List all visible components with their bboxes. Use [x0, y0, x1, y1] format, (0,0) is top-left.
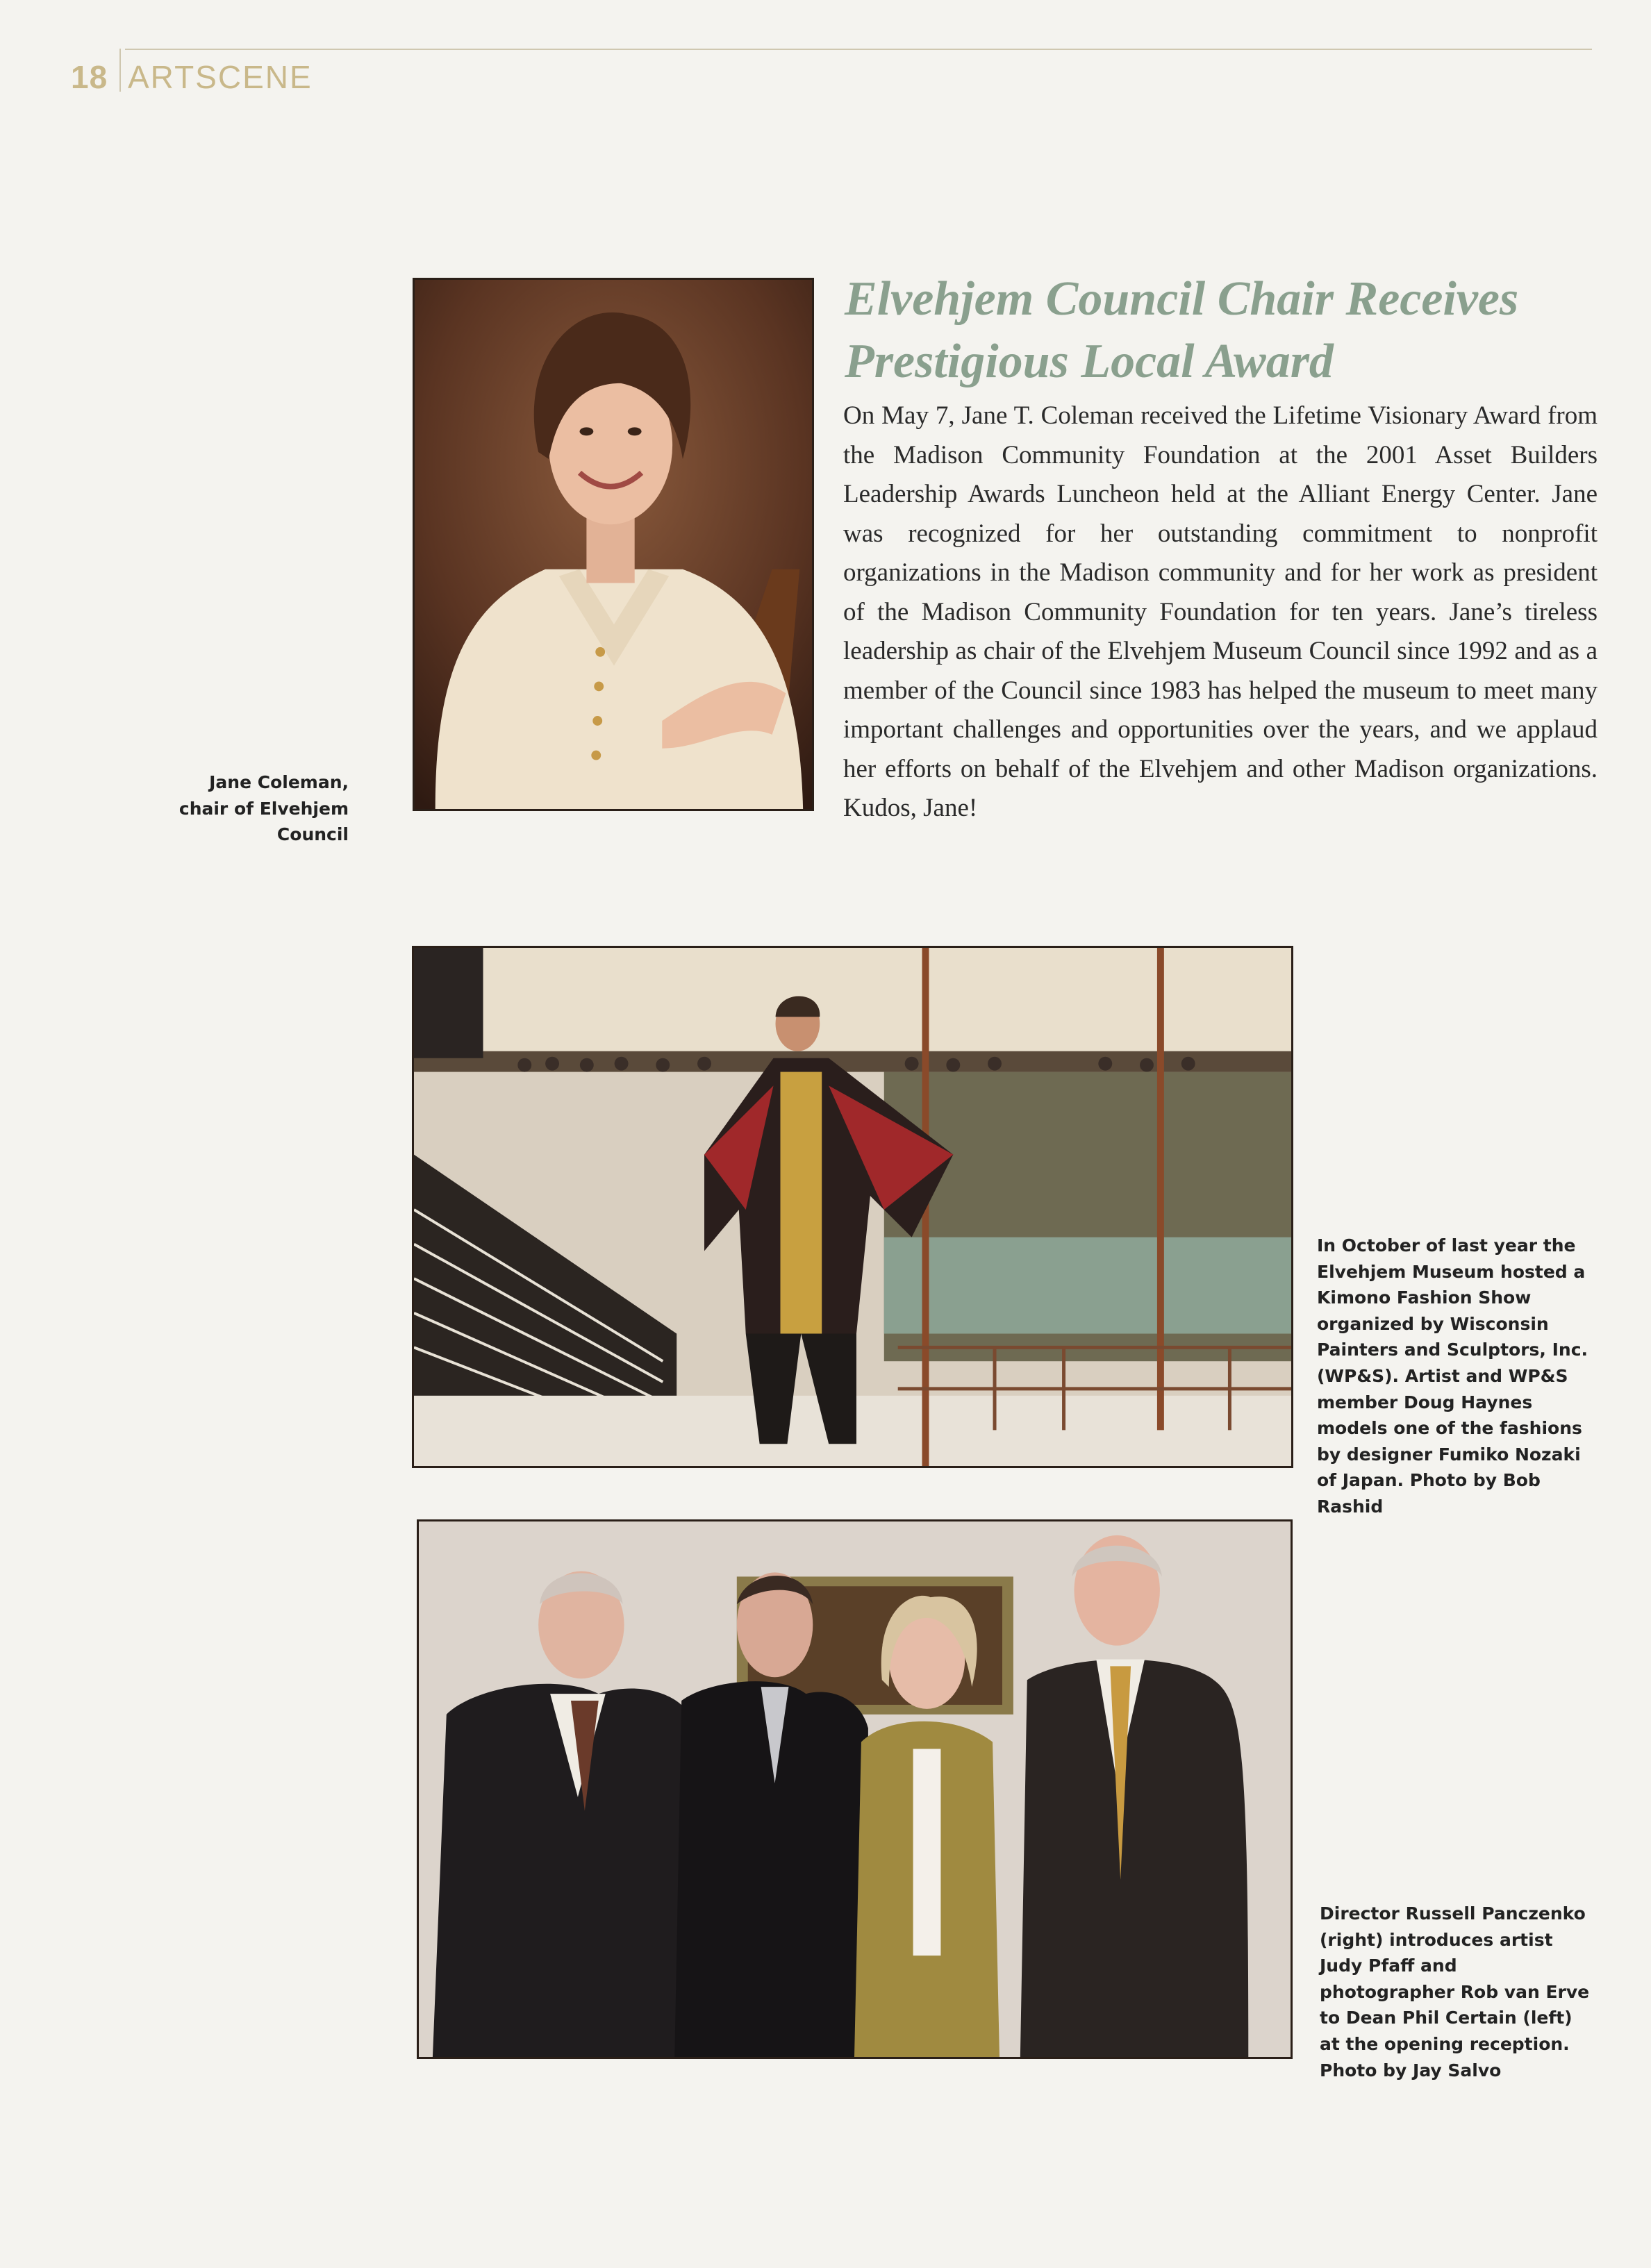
header-rule	[125, 49, 1592, 50]
portrait-caption	[111, 769, 349, 848]
kimono-fashion-show-photo	[412, 946, 1293, 1468]
article-title: Elvehjem Council Chair Receives Prestigious Local Award	[845, 272, 1519, 388]
portrait-caption-line-1: Jane Coleman,	[209, 772, 349, 792]
header-divider	[119, 49, 121, 92]
page-number: 18	[71, 59, 108, 95]
article-body: On May 7, Jane T. Coleman received the Lifetime Visionary Award from the Madison Community Foundation at the 2001 Asset Builders Leadership Awards Luncheon held at the Alliant Energy Center. Jane was recognized for her outstanding commitment to nonprofit organizations in the Madison community and for her work as president of the Madison Community Foundation for ten years. Jane’s tireless leadership as chair of the Elvehjem Museum Council since 1992 and as a member of the Council since 1983 has helped the museum to meet many important challenges and opportunities over the years, and we applaud her efforts on behalf of the Elvehjem and other Madison organizations. Kudos, Jane!	[843, 401, 1598, 822]
kimono-caption: In October of last year the Elvehjem Museum hosted a Kimono Fashion Show organized by Wisconsin Painters and Sculptors, Inc. (WP&S). Artist and WP&S member Doug Haynes models one of the fashions by designer Fumiko Nozaki of Japan. Photo by Bob Rashid	[1317, 1235, 1588, 1517]
portrait-photo	[413, 278, 814, 811]
portrait-caption-line-2: chair of Elvehjem Council	[179, 798, 349, 845]
group-photo	[417, 1519, 1293, 2059]
group-caption: Director Russell Panczenko (right) introduces artist Judy Pfaff and photographer Rob van Erve to Dean Phil Certain (left) at the opening reception. Photo by Jay Salvo	[1320, 1903, 1590, 2081]
magazine-title: ARTSCENE	[128, 59, 313, 95]
